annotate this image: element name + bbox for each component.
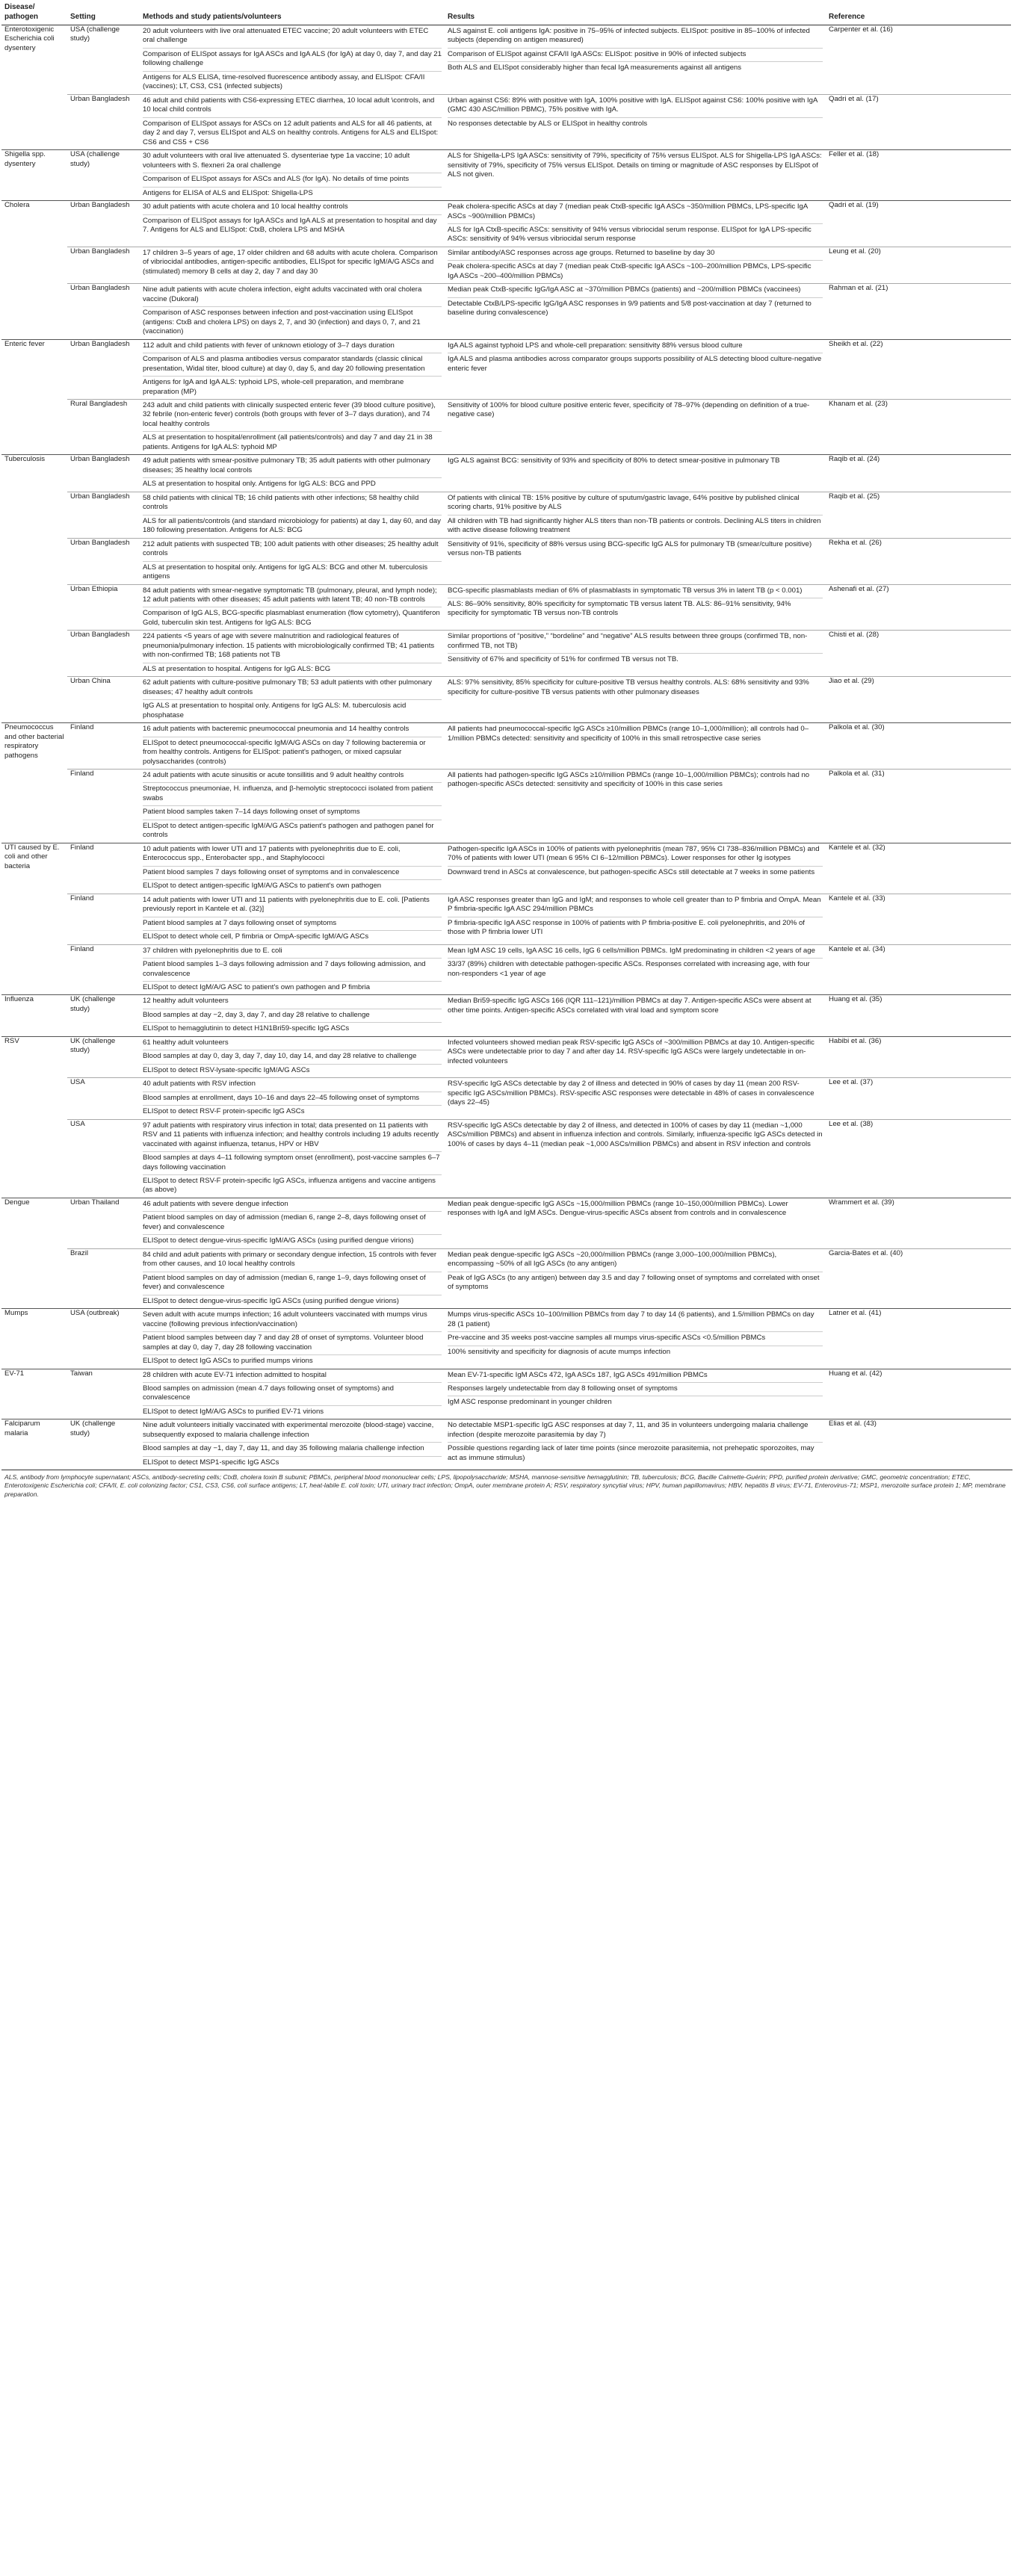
methods-cell	[140, 631, 445, 677]
table-row	[1, 944, 1011, 995]
pathogen-cell	[1, 1119, 67, 1198]
reference-cell: Jiao et al. (29)	[826, 677, 1011, 723]
pathogen-cell	[1, 492, 67, 538]
setting-cell: Urban Bangladesh	[67, 492, 140, 538]
reference-cell: Lee et al. (38)	[826, 1119, 1011, 1198]
methods-line: Blood samples at day −1, day 7, day 11, and day 35 following malaria challenge infection	[143, 1442, 442, 1455]
pathogen-cell	[1, 400, 67, 455]
results-line: RSV-specific IgG ASCs detectable by day 2 of illness, and detected in 100% of cases by day 11 (median ~1,000 ASCs/million PBMCs) and absent in influenza infection and controls. Similarly, influenza-specific IgG ASCs detected in 100% of cases by days 4–11 (median peak ~1,000 ASCs/million PBMCs) and absent in RSV infection and controls	[448, 1121, 823, 1148]
setting-cell: Urban Bangladesh	[67, 455, 140, 492]
methods-cell	[140, 201, 445, 247]
methods-line: 17 children 3–5 years of age, 17 older children and 68 adults with acute cholera. Comparison of vibriocidal antibodies, antigen-specific antibodies, ELISpot for specific IgM/A/G ASCs and (stimulated) memory B cells at day 2, day 7 and day 30	[143, 248, 438, 276]
reference-cell: Rahman et al. (21)	[826, 284, 1011, 339]
reference-cell: Latner et al. (41)	[826, 1309, 1011, 1369]
setting-cell: USA (challenge study)	[67, 25, 140, 95]
methods-line: Blood samples at enrollment, days 10–16 and days 22–45 following onset of symptoms	[143, 1092, 442, 1105]
setting-cell: UK (challenge study)	[67, 995, 140, 1036]
header-methods: Methods and study patients/volunteers	[140, 0, 445, 25]
methods-line: ELISpot to detect IgM/A/G ASCs to purified EV-71 virions	[143, 1405, 442, 1419]
table-row	[1, 584, 1011, 631]
results-line: Sensitivity of 100% for blood culture positive enteric fever, specificity of 78–97% (depending on definition of a true-negative case)	[448, 401, 810, 419]
methods-line: 224 patients <5 years of age with severe malnutrition and radiological features of pneumonia/pulmonary infection. 15 patients with microbiologically confirmed TB; 41 patients with non-confirmed TB; 168 patients not TB	[143, 632, 435, 660]
table-row	[1, 631, 1011, 677]
methods-line: 37 children with pyelonephritis due to E. coli	[143, 946, 282, 955]
reference-cell: Huang et al. (42)	[826, 1369, 1011, 1419]
setting-cell: Urban Thailand	[67, 1198, 140, 1248]
setting-cell: Finland	[67, 894, 140, 944]
table-row	[1, 150, 1011, 201]
methods-line: 46 adult and child patients with CS6-expressing ETEC diarrhea, 10 local adult \controls, and 10 local child controls	[143, 96, 435, 114]
results-line: All patients had pathogen-specific IgG ASCs ≥10/million PBMCs (range 10–1,000/million PBMCs); controls had no pathogen-specific ASCs detected: sensitivity and specificity of 100% in this case series	[448, 771, 810, 789]
reference-cell: Chisti et al. (28)	[826, 631, 1011, 677]
reference-cell: Habibi et al. (36)	[826, 1036, 1011, 1077]
methods-line: Patient blood samples between day 7 and day 28 of onset of symptoms. Volunteer blood samples at day 0, day 7, day 28 following vaccination	[143, 1331, 442, 1354]
results-line: IgM ASC response predominant in younger children	[448, 1396, 823, 1409]
methods-line: Patient blood samples on day of admission (median 6, range 2–8, days following onset of fever) and convalescence	[143, 1211, 442, 1234]
methods-cell	[140, 1119, 445, 1198]
results-line: Infected volunteers showed median peak RSV-specific IgG ASCs of ~300/million PBMCs at day 10. Antigen-specific ASCs were undetectable prior to day 7 and after day 14. RSV-specific IgG ASCs were largely undetectable in on-infected volunteers	[448, 1038, 814, 1065]
methods-line: Blood samples at day −2, day 3, day 7, and day 28 relative to challenge	[143, 1009, 442, 1022]
table-row	[1, 94, 1011, 149]
table-row	[1, 247, 1011, 283]
setting-cell: Urban Bangladesh	[67, 201, 140, 247]
methods-cell	[140, 1419, 445, 1470]
table-row	[1, 843, 1011, 894]
results-cell	[445, 723, 826, 770]
table-row	[1, 894, 1011, 944]
setting-cell: USA (challenge study)	[67, 150, 140, 201]
methods-line: ELISpot to detect IgM/A/G ASC to patient's own pathogen and P fimbria	[143, 981, 442, 994]
results-line: IgA ALS and plasma antibodies across comparator groups supports possibility of ALS detecting blood culture-negative enteric fever	[448, 353, 823, 376]
methods-line: Blood samples on admission (mean 4.7 days following onset of symptoms) and convalescence	[143, 1382, 442, 1405]
setting-cell: Finland	[67, 770, 140, 843]
pathogen-cell: Influenza	[1, 995, 67, 1036]
results-line: P fimbria-specific IgA ASC response in 100% of patients with P fimbria-positive E. coli pyelonephritis, and 20% of those with P fimbria lower UTI	[448, 917, 823, 940]
methods-cell	[140, 894, 445, 944]
results-line: ALS: 86–90% sensitivity, 80% specificity for symptomatic TB versus latent TB. ALS: 86–91% sensitivity, 94% specificity for symptomatic TB versus non-TB controls	[448, 598, 823, 621]
methods-line: Antigens for ELISA of ALS and ELISpot: Shigella-LPS	[143, 187, 442, 200]
results-cell	[445, 1419, 826, 1470]
pathogen-cell: Enteric fever	[1, 339, 67, 399]
methods-line: ELISpot to detect dengue-virus-specific IgG ASCs (using purified dengue virions)	[143, 1295, 442, 1308]
results-line: Sensitivity of 67% and specificity of 51% for confirmed TB versus not TB.	[448, 653, 823, 666]
results-cell	[445, 247, 826, 283]
methods-line: ELISpot to detect antigen-specific IgM/A/G ASCs to patient's own pathogen	[143, 879, 442, 893]
methods-line: 30 adult patients with acute cholera and 10 local healthy controls	[143, 202, 348, 211]
methods-cell	[140, 538, 445, 584]
setting-cell: Brazil	[67, 1248, 140, 1308]
methods-line: 49 adult patients with smear-positive pulmonary TB; 35 adult patients with other pulmonary diseases; 35 healthy local controls	[143, 456, 430, 474]
reference-cell: Garcia-Bates et al. (40)	[826, 1248, 1011, 1308]
methods-cell	[140, 247, 445, 283]
results-line: Median Bri59-specific IgG ASCs 166 (IQR 111–121)/million PBMCs at day 7. Antigen-specific ASCs were absent at other time points. Antigen-specific ASCs correlated with viral load and symptom score	[448, 997, 811, 1015]
methods-line: 28 children with acute EV-71 infection admitted to hospital	[143, 1370, 327, 1379]
results-line: All children with TB had significantly higher ALS titers than non-TB patients or controls. Declining ALS titers in children with active disease following treatment	[448, 515, 823, 538]
methods-line: 16 adult patients with bacteremic pneumococcal pneumonia and 14 healthy controls	[143, 725, 409, 734]
methods-line: Patient blood samples at 7 days following onset of symptoms	[143, 917, 442, 930]
results-cell	[445, 770, 826, 843]
results-line: ALS for Shigella-LPS IgA ASCs: sensitivity of 79%, specificity of 75% versus ELISpot. ALS for Shigella-LPS IgA ASCs: sensitivity of 79%, specificity of 75% versus ELISpot. Details on timing or magnitude of ASC responses by ELISpot of ALS not given.	[448, 152, 822, 179]
results-cell	[445, 843, 826, 894]
table-row	[1, 339, 1011, 399]
results-line: Similar proportions of “positive,” “bordeline” and “negative” ALS results between three groups (confirmed TB, non-confirmed TB, not TB)	[448, 632, 808, 650]
methods-line: 30 adult volunteers with oral live attenuated S. dysenteriae type 1a vaccine; 10 adult volunteers with S. flexneri 2a oral challenge	[143, 152, 410, 170]
methods-line: Patient blood samples taken 7–14 days following onset of symptoms	[143, 805, 442, 819]
methods-line: 20 adult volunteers with live oral attenuated ETEC vaccine; 20 adult volunteers with ETEC oral challenge	[143, 27, 429, 45]
header-reference: Reference	[826, 0, 1011, 25]
table-row	[1, 1078, 1011, 1119]
reference-cell: Qadri et al. (17)	[826, 94, 1011, 149]
pathogen-cell	[1, 631, 67, 677]
table-row	[1, 995, 1011, 1036]
methods-line: Comparison of ELISpot assays for ASCs on 12 adult patients and ALS for all 46 patients, at day 2 and day 7, versus ELISpot and ALS on healthy controls. Antigens for ALS and ELISpot: CS6 and CS5 + CS6	[143, 117, 442, 149]
results-line: Mean IgM ASC 19 cells, IgA ASC 16 cells, IgG 6 cells/million PBMCs. IgM predominating in children <2 years of age	[448, 946, 815, 955]
results-line: Responses largely undetectable from day 8 following onset of symptoms	[448, 1382, 823, 1396]
reference-cell: Kantele et al. (33)	[826, 894, 1011, 944]
reference-cell: Leung et al. (20)	[826, 247, 1011, 283]
methods-cell	[140, 492, 445, 538]
results-cell	[445, 1036, 826, 1077]
pathogen-cell	[1, 538, 67, 584]
table-row	[1, 201, 1011, 247]
methods-line: 62 adult patients with culture-positive pulmonary TB; 53 adult patients with other pulmonary diseases; 47 healthy adult controls	[143, 678, 432, 696]
pathogen-cell	[1, 1248, 67, 1308]
methods-line: Antigens for IgA and IgA ALS: typhoid LPS, whole-cell preparation, and membrane preparation (MP)	[143, 376, 442, 399]
reference-cell: Elias et al. (43)	[826, 1419, 1011, 1470]
methods-line: Comparison of ALS and plasma antibodies versus comparator standards (classic clinical presentation, Widal titer, blood culture) at day 0, day 5, and day 20 following presentation	[143, 353, 442, 376]
studies-table	[1, 0, 1011, 1470]
setting-cell: Urban Bangladesh	[67, 339, 140, 399]
methods-cell	[140, 843, 445, 894]
results-line: Median peak dengue-specific IgG ASCs ~20,000/million PBMCs (range 3,000–100,000/million PBMCs), encompassing ~50% of all IgG ASCs (to any antigen)	[448, 1250, 777, 1269]
methods-cell	[140, 339, 445, 399]
results-line: Median peak CtxB-specific IgG/IgA ASC at ~370/million PBMCs (patients) and ~200/million PBMCs (vaccinees)	[448, 285, 801, 294]
results-line: All patients had pneumococcal-specific IgG ASCs ≥10/million PBMCs (range 10–1,000/million); all controls had 0–1/million PBMCs detected: sensitivity and specificity of 100% in this small retrospective case series	[448, 725, 809, 743]
results-line: Mean EV-71-specific IgM ASCs 472, IgA ASCs 187, IgG ASCs 491/million PBMCs	[448, 1370, 708, 1379]
methods-line: ALS at presentation to hospital. Antigens for IgG ALS: BCG	[143, 663, 442, 676]
pathogen-cell: UTI caused by E. coli and other bacteria	[1, 843, 67, 894]
setting-cell: UK (challenge study)	[67, 1419, 140, 1470]
setting-cell: Urban Bangladesh	[67, 94, 140, 149]
methods-line: 84 adult patients with smear-negative symptomatic TB (pulmonary, pleural, and lymph node); 12 adult patients with other diseases; 45 adult patients with latent TB; 40 non-TB controls	[143, 586, 437, 604]
methods-line: ELISpot to detect RSV-F protein-specific IgG ASCs, influenza antigens and vaccine antigens (as above)	[143, 1174, 442, 1198]
setting-cell: Finland	[67, 944, 140, 995]
results-line: Of patients with clinical TB: 15% positive by culture of sputum/gastric lavage, 64% positive by published clinical scoring charts, 91% positive by ALS	[448, 493, 800, 512]
pathogen-cell: Shigella spp. dysentery	[1, 150, 67, 201]
setting-cell: Taiwan	[67, 1369, 140, 1419]
pathogen-cell	[1, 677, 67, 723]
reference-cell: Kantele et al. (34)	[826, 944, 1011, 995]
methods-line: ALS at presentation to hospital only. Antigens for IgG ALS: BCG and PPD	[143, 477, 442, 491]
setting-cell: Urban China	[67, 677, 140, 723]
pathogen-cell	[1, 247, 67, 283]
pathogen-cell: Dengue	[1, 1198, 67, 1248]
results-cell	[445, 584, 826, 631]
methods-cell	[140, 1036, 445, 1077]
methods-line: Seven adult with acute mumps infection; 16 adult volunteers vaccinated with mumps virus vaccine (following previous infection/vaccination)	[143, 1310, 427, 1328]
pathogen-cell: Tuberculosis	[1, 455, 67, 492]
setting-cell: Rural Bangladesh	[67, 400, 140, 455]
results-cell	[445, 201, 826, 247]
methods-line: Comparison of ELISpot assays for ASCs and ALS (for IgA). No details of time points	[143, 173, 442, 186]
methods-line: IgG ALS at presentation to hospital only. Antigens for IgG ALS: M. tuberculosis acid phosphatase	[143, 699, 442, 722]
results-cell	[445, 1078, 826, 1119]
methods-cell	[140, 723, 445, 770]
methods-line: Blood samples at day 0, day 3, day 7, day 10, day 14, and day 28 relative to challenge	[143, 1050, 442, 1063]
pathogen-cell	[1, 284, 67, 339]
methods-line: Patient blood samples on day of admission (median 6, range 1–9, days following onset of fever) and convalescence	[143, 1272, 442, 1295]
results-cell	[445, 677, 826, 723]
pathogen-cell: Falciparum malaria	[1, 1419, 67, 1470]
pathogen-cell: EV-71	[1, 1369, 67, 1419]
results-line: BCG-specific plasmablasts median of 6% of plasmablasts in symptomatic TB versus 3% in latent TB (p < 0.001)	[448, 586, 803, 595]
table-body	[1, 25, 1011, 1470]
methods-line: 243 adult and child patients with clinically suspected enteric fever (39 blood culture positive), 32 febrile (non-enteric fever) controls (both groups with fever of 3–7 days duration), and 74 local healthy controls	[143, 401, 436, 428]
table-row	[1, 25, 1011, 95]
reference-cell: Feller et al. (18)	[826, 150, 1011, 201]
results-line: RSV-specific IgG ASCs detectable by day 2 of illness and detected in 90% of cases by day 11 (mean 200 RSV-specific IgG ASCs/million PBMCs). RSV-specific ASC responses were detectable in 48% of cases in convalescence (days 22–45)	[448, 1080, 814, 1107]
methods-line: Nine adult volunteers initially vaccinated with experimental merozoite (blood-stage) vaccine, subsequently exposed to malaria challenge infection	[143, 1421, 434, 1439]
methods-cell	[140, 944, 445, 995]
table-row	[1, 492, 1011, 538]
methods-cell	[140, 1078, 445, 1119]
results-line: IgG ALS against BCG: sensitivity of 93% and specificity of 80% to detect smear-positive in pulmonary TB	[448, 456, 780, 465]
pathogen-cell	[1, 94, 67, 149]
table-row	[1, 677, 1011, 723]
methods-line: ELISpot to detect RSV-F protein-specific IgG ASCs	[143, 1105, 442, 1118]
methods-line: ELISpot to detect IgG ASCs to purified mumps virions	[143, 1354, 442, 1368]
pathogen-cell: RSV	[1, 1036, 67, 1077]
setting-cell: USA	[67, 1119, 140, 1198]
methods-line: ELISpot to hemagglutinin to detect H1N1Bri59-specific IgG ASCs	[143, 1022, 442, 1035]
results-cell	[445, 631, 826, 677]
setting-cell: Urban Bangladesh	[67, 538, 140, 584]
setting-cell: Finland	[67, 723, 140, 770]
table-row	[1, 770, 1011, 843]
results-line: Similar antibody/ASC responses across age groups. Returned to baseline by day 30	[448, 248, 715, 257]
results-cell	[445, 492, 826, 538]
results-cell	[445, 1309, 826, 1369]
methods-cell	[140, 400, 445, 455]
results-line: Peak cholera-specific ASCs at day 7 (median peak CtxB-specific IgA ASCs ~100–200/million PBMCs, LPS-specific IgA ASCs ~200–400/million PBMCs)	[448, 260, 823, 283]
pathogen-cell	[1, 894, 67, 944]
results-line: Detectable CtxB/LPS-specific IgG/IgA ASC responses in 9/9 patients and 5/8 post-vaccination at day 7 (returned to baseline during convalescence)	[448, 297, 823, 321]
results-line: ALS: 97% sensitivity, 85% specificity for culture-positive TB versus healthy controls. ALS: 68% sensitivity and 93% specificity for culture-positive TB versus patients with other pulmonary diseases	[448, 678, 809, 696]
results-cell	[445, 944, 826, 995]
results-line: 100% sensitivity and specificity for diagnosis of acute mumps infection	[448, 1346, 823, 1359]
methods-line: ELISpot to detect MSP1-specific IgG ASCs	[143, 1456, 442, 1470]
methods-line: 14 adult patients with lower UTI and 11 patients with pyelonephritis due to E. coli. [Patients previously report in Kantele et al. (32)]	[143, 895, 430, 914]
header-pathogen: Disease/ pathogen	[1, 0, 67, 25]
results-line: No responses detectable by ALS or ELISpot in healthy controls	[448, 117, 823, 131]
pathogen-cell: Enterotoxigenic Escherichia coli dysentery	[1, 25, 67, 95]
methods-line: Patient blood samples 7 days following onset of symptoms and in convalescence	[143, 866, 442, 879]
table-footnote: ALS, antibody from lymphocyte supernatant; ASCs, antibody-secreting cells; CtxB, cholera toxin B subunit; PBMCs, peripheral blood mononuclear cells; LPS, lipopolysaccharide; MSHA, mannose-sensitive hemagglutinin; TB, tuberculosis; BCG, Bacille Calmette-Guérin; PPD, purified protein derivative; GMC, geometric concentration; ETEC, Enterotoxigenic Escherichia coli; CFA/II, E. coli colonizing factor; CS1, CS3, CS6, coli surface antigens; LT, heat-labile E. coli toxin; UTI, urinary tract infection; OmpA, outer membrane protein A; RSV, respiratory syncytial virus; HPV, human papillomavirus; HBV, hepatitis B virus; EV-71, Enterovirus-71; MSP1, merozoite surface protein 1; MP, membrane preparation.	[1, 1470, 1013, 1499]
methods-cell	[140, 284, 445, 339]
methods-line: Comparison of ELISpot assays for IgA ASCs and IgA ALS (for IgA) at day 0, day 7, and day 21 following challenge	[143, 48, 442, 71]
pathogen-cell	[1, 584, 67, 631]
results-line: Median peak dengue-specific IgG ASCs ~15,000/million PBMCs (range 10–150,000/million PBMCs). Lower responses with IgA and IgM ASCs. Dengue-virus-specific ASCs absent from controls and in convalescence	[448, 1199, 788, 1218]
results-line: No detectable MSP1-specific IgG ASC responses at day 7, 11, and 35 in volunteers undergoing malaria challenge infection (despite merozoite parasitemia by day 7)	[448, 1421, 809, 1439]
results-line: IgA ALS against typhoid LPS and whole-cell preparation: sensitivity 88% versus blood culture	[448, 341, 743, 350]
methods-cell	[140, 677, 445, 723]
results-line: Peak cholera-specific ASCs at day 7 (median peak CtxB-specific IgA ASCs ~350/million PBMCs, LPS-specific IgA ASCs ~900/million PBMCs)	[448, 202, 808, 220]
table-row	[1, 723, 1011, 770]
results-line: ALS against E. coli antigens IgA: positive in 75–95% of infected subjects. ELISpot: positive in 85–100% of infected subjects (depending on antigen measured)	[448, 27, 810, 45]
results-cell	[445, 94, 826, 149]
pathogen-cell	[1, 770, 67, 843]
results-line: IgA ASC responses greater than IgG and IgM; and responses to whole cell greater than to P fimbria and OmpA. Mean P fimbria-specific IgA ASC 294/million PBMCs	[448, 895, 821, 914]
setting-cell: Urban Bangladesh	[67, 247, 140, 283]
results-cell	[445, 150, 826, 201]
results-line: ALS for IgA CtxB-specific ASCs: sensitivity of 94% versus vibriocidal serum response. ELISpot for IgA LPS-specific ASCs: sensitivity of 94% versus vibriocidal serum response	[448, 223, 823, 247]
methods-line: Patient blood samples 1–3 days following admission and 7 days following admission, and convalescence	[143, 958, 442, 981]
methods-line: 58 child patients with clinical TB; 16 child patients with other infections; 58 healthy child controls	[143, 493, 419, 512]
methods-line: 40 adult patients with RSV infection	[143, 1080, 256, 1089]
methods-cell	[140, 995, 445, 1036]
results-line: Both ALS and ELISpot considerably higher than fecal IgA measurements against all antigens	[448, 61, 823, 75]
methods-cell	[140, 770, 445, 843]
methods-line: ELISpot to detect whole cell, P fimbria or OmpA-specific IgM/A/G ASCs	[143, 930, 442, 944]
setting-cell: USA (outbreak)	[67, 1309, 140, 1369]
methods-line: Nine adult patients with acute cholera infection, eight adults vaccinated with oral cholera vaccine (Dukoral)	[143, 285, 422, 303]
methods-cell	[140, 1309, 445, 1369]
table-row	[1, 1036, 1011, 1077]
methods-cell	[140, 1369, 445, 1419]
reference-cell: Qadri et al. (19)	[826, 201, 1011, 247]
setting-cell: Urban Bangladesh	[67, 631, 140, 677]
methods-line: 112 adult and child patients with fever of unknown etiology of 3–7 days duration	[143, 341, 395, 350]
reference-cell: Wrammert et al. (39)	[826, 1198, 1011, 1248]
setting-cell: Urban Ethiopia	[67, 584, 140, 631]
methods-line: ALS at presentation to hospital/enrollment (all patients/controls) and day 7 and day 21 in 38 patients. Antigens for IgA ALS: typhoid MP	[143, 431, 442, 454]
results-cell	[445, 1119, 826, 1198]
results-line: Possible questions regarding lack of later time points (since merozoite parasitemia, not prehepatic sporozoites, may act as immune stimulus)	[448, 1442, 823, 1465]
results-cell	[445, 995, 826, 1036]
methods-line: 84 child and adult patients with primary or secondary dengue infection, 15 controls with fever from other causes, and 10 local healthy controls	[143, 1250, 437, 1269]
table-row	[1, 1198, 1011, 1248]
results-line: 33/37 (89%) children with detectable pathogen-specific ASCs. Responses correlated with increasing age, with four non-responders <1 year of age	[448, 958, 823, 981]
methods-line: Antigens for ALS ELISA, time-resolved fluorescence antibody assay, and ELISpot: CFA/II (vaccines); LT, CS3, CS1 (infected subjects)	[143, 71, 442, 94]
reference-cell: Rekha et al. (26)	[826, 538, 1011, 584]
results-cell	[445, 400, 826, 455]
setting-cell: Finland	[67, 843, 140, 894]
reference-cell: Lee et al. (37)	[826, 1078, 1011, 1119]
methods-cell	[140, 1198, 445, 1248]
methods-line: ELISpot to detect RSV-lysate-specific IgM/A/G ASCs	[143, 1064, 442, 1077]
methods-cell	[140, 1248, 445, 1308]
reference-cell: Carpenter et al. (16)	[826, 25, 1011, 95]
methods-line: 12 healthy adult volunteers	[143, 997, 229, 1006]
results-line: Sensitivity of 91%, specificity of 88% versus using BCG-specific IgG ALS for pulmonary TB (smear/culture positive) versus non-TB patients	[448, 539, 812, 558]
reference-cell: Khanam et al. (23)	[826, 400, 1011, 455]
reference-cell: Sheikh et al. (22)	[826, 339, 1011, 399]
methods-line: 10 adult patients with lower UTI and 17 patients with pyelonephritis due to E. coli, Enterococcus spp., Enterobacter spp., and Staphylococci	[143, 844, 401, 863]
setting-cell: USA	[67, 1078, 140, 1119]
reference-cell: Ashenafi et al. (27)	[826, 584, 1011, 631]
methods-line: Comparison of ASC responses between infection and post-vaccination using ELISpot (antigens: CtxB and cholera LPS) on days 2, 7, and 30 (infection) and days 0, 7, and 21 (vaccination)	[143, 306, 442, 338]
pathogen-cell	[1, 1078, 67, 1119]
methods-line: ALS at presentation to hospital only. Antigens for IgG ALS: BCG and other M. tuberculosis antigens	[143, 561, 442, 584]
reference-cell: Palkola et al. (31)	[826, 770, 1011, 843]
methods-cell	[140, 150, 445, 201]
results-line: Urban against CS6: 89% with positive with IgA, 100% positive with IgA. ELISpot against CS6: 100% positive with IgA (GMC 430 ASC/million PBMC), 75% positive with IgA.	[448, 96, 817, 114]
methods-line: 212 adult patients with suspected TB; 100 adult patients with other diseases; 25 healthy adult controls	[143, 539, 439, 558]
methods-line: 24 adult patients with acute sinusitis or acute tonsillitis and 9 adult healthy controls	[143, 771, 404, 779]
methods-line: ELISpot to detect pneumococcal-specific IgM/A/G ASCs on day 7 following bacteremia or from healthy controls. Antigens for ELISpot: patient's pathogen, or mixed capsular polysaccharides (controls)	[143, 737, 442, 769]
pathogen-cell: Cholera	[1, 201, 67, 247]
table-row	[1, 400, 1011, 455]
methods-line: ELISpot to detect antigen-specific IgM/A/G ASCs patient's pathogen and pathogen panel for controls	[143, 820, 442, 843]
results-cell	[445, 455, 826, 492]
methods-line: Comparison of IgG ALS, BCG-specific plasmablast enumeration (flow cytometry), Quantiferon Gold, tuberculin skin test. Antigens for IgG ALS: BCG	[143, 607, 442, 630]
methods-cell	[140, 25, 445, 95]
table-row	[1, 538, 1011, 584]
results-line: Pre-vaccine and 35 weeks post-vaccine samples all mumps virus-specific ASCs <0.5/million PBMCs	[448, 1331, 823, 1345]
header-results: Results	[445, 0, 826, 25]
results-line: Peak of IgG ASCs (to any antigen) between day 3.5 and day 7 following onset of symptoms and correlated with onset of symptoms	[448, 1272, 823, 1295]
results-cell	[445, 1198, 826, 1248]
reference-cell: Palkola et al. (30)	[826, 723, 1011, 770]
results-line: Pathogen-specific IgA ASCs in 100% of patients with pyelonephritis (mean 787, 95% CI 738–836/million PBMCs) and 70% of patients with lower UTI (mean 6 95% CI 6–12/million PBMCs). Lower responses for other Ig isotypes	[448, 844, 820, 863]
results-cell	[445, 339, 826, 399]
methods-line: 61 healthy adult volunteers	[143, 1038, 229, 1047]
results-cell	[445, 25, 826, 95]
table-row	[1, 1119, 1011, 1198]
setting-cell: UK (challenge study)	[67, 1036, 140, 1077]
table-header-row	[1, 0, 1011, 25]
table-row	[1, 1248, 1011, 1308]
methods-cell	[140, 94, 445, 149]
table-row	[1, 455, 1011, 492]
methods-line: ALS for all patients/controls (and standard microbiology for patients) at day 1, day 60, and day 180 following presentation. Antigens for ALS: BCG	[143, 515, 442, 538]
reference-cell: Raqib et al. (25)	[826, 492, 1011, 538]
reference-cell: Raqib et al. (24)	[826, 455, 1011, 492]
table-row	[1, 1369, 1011, 1419]
methods-cell	[140, 584, 445, 631]
methods-line: ELISpot to detect dengue-virus-specific IgM/A/G ASCs (using purified dengue virions)	[143, 1234, 442, 1248]
results-cell	[445, 1369, 826, 1419]
results-line: Comparison of ELISpot against CFA/II IgA ASCs: ELISpot: positive in 90% of infected subjects	[448, 48, 823, 61]
reference-cell: Kantele et al. (32)	[826, 843, 1011, 894]
results-cell	[445, 894, 826, 944]
table-row	[1, 1309, 1011, 1369]
methods-cell	[140, 455, 445, 492]
pathogen-cell: Pneumococcus and other bacterial respiratory pathogens	[1, 723, 67, 770]
methods-line: 46 adult patients with severe dengue infection	[143, 1199, 288, 1208]
methods-line: Streptococcus pneumoniae, H. influenza, and β-hemolytic streptococci isolated from patient swabs	[143, 782, 442, 805]
methods-line: Comparison of ELISpot assays for IgA ASCs and IgA ALS at presentation to hospital and day 7. Antigens for ALS and ELISpot: CtxB, cholera LPS and MSHA	[143, 214, 442, 238]
results-cell	[445, 1248, 826, 1308]
table-row	[1, 1419, 1011, 1470]
setting-cell: Urban Bangladesh	[67, 284, 140, 339]
table-row	[1, 284, 1011, 339]
pathogen-cell: Mumps	[1, 1309, 67, 1369]
results-line: Downward trend in ASCs at convalescence, but pathogen-specific ASCs still detectable at 7 weeks in some patients	[448, 866, 823, 879]
reference-cell: Huang et al. (35)	[826, 995, 1011, 1036]
results-cell	[445, 284, 826, 339]
results-cell	[445, 538, 826, 584]
methods-line: 97 adult patients with respiratory virus infection in total; data presented on 11 patients with RSV and 11 patients with influenza infection; and healthy controls including 19 adults recently vaccinated with against influenza, tetanus, HPV or HBV	[143, 1121, 439, 1148]
methods-line: Blood samples at days 4–11 following symptom onset (enrollment), post-vaccine samples 6–7 days following vaccination	[143, 1151, 442, 1174]
results-line: Mumps virus-specific ASCs 10–100/million PBMCs from day 7 to day 14 (6 patients), and 1.5/million PBMCs on day 28 (1 patient)	[448, 1310, 814, 1328]
header-setting: Setting	[67, 0, 140, 25]
pathogen-cell	[1, 944, 67, 995]
